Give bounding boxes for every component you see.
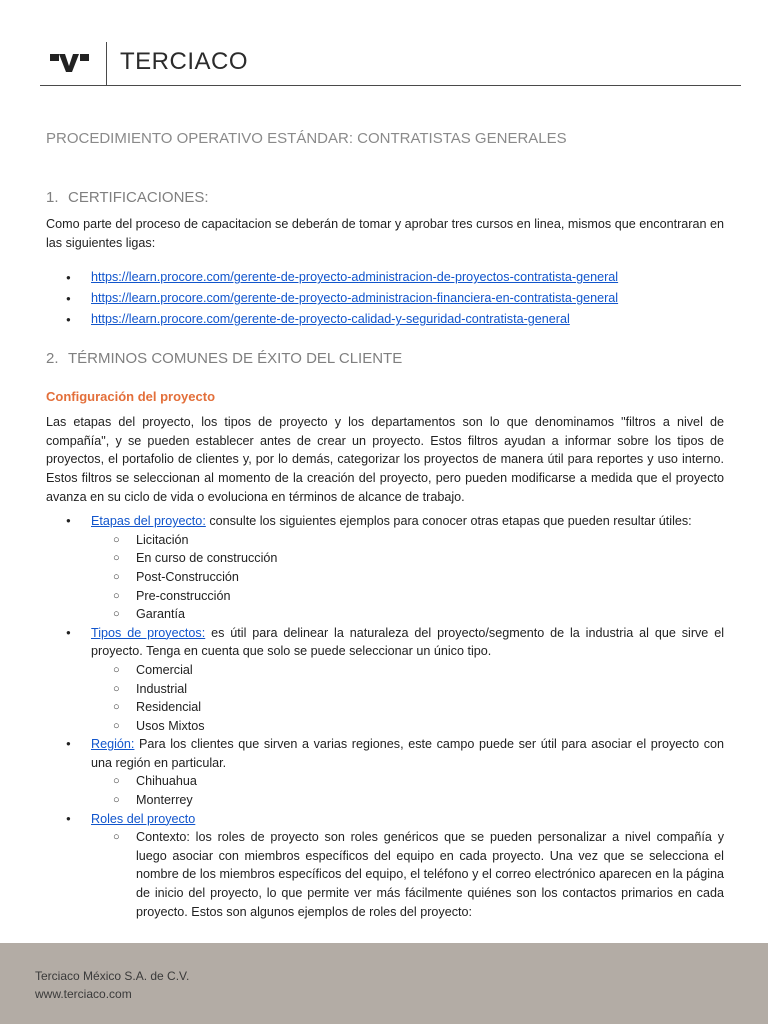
course-link-2[interactable]: https://learn.procore.com/gerente-de-proyecto-administracion-financiera-en-contratista-general bbox=[91, 291, 619, 306]
list-item: ○ Comercial bbox=[91, 661, 724, 680]
roles-sublist bbox=[91, 828, 724, 921]
tipos-sublist bbox=[91, 661, 724, 735]
section-number: 1. bbox=[46, 189, 59, 206]
term-roles bbox=[46, 810, 724, 922]
list-item bbox=[46, 267, 724, 288]
configuracion-paragraph: Las etapas del proyecto, los tipos de proyecto y los departamentos son lo que denominamos "filtros a nivel de compañía", y se pueden establecer antes de crear un proyecto. Estos filtros ayudan a informar sobre los tipos de proyectos, el portafolio de clientes y, por lo demás, categorizar los proyectos de manera útil para reportes y uso interno. Estos filtros se seleccionan al momento de la creación del proyecto, pero pueden modificarse a medida que el proyecto avanza en su ciclo de vida o evoluciona en términos de alcance de trabajo. bbox=[46, 415, 724, 504]
course-link-1[interactable]: https://learn.procore.com/gerente-de-proyecto-administracion-de-proyectos-contratista-general bbox=[91, 270, 619, 285]
list-item: ○ Industrial bbox=[91, 680, 724, 699]
list-item: ○ Contexto: los roles de proyecto son roles genéricos que se pueden personalizar a nivel compañía y luego asociar con miembros específicos del equipo en cada proyecto. Una vez que se selecciona el nombre de los miembros específicos del equipo, el teléfono y el correo electrónico aparecen en la página de inicio del proyecto, lo que permite ver más fácilmente quiénes son los contactos primarios en cada proyecto. Estos son algunos ejemplos de roles del proyecto: bbox=[91, 828, 724, 921]
document-title: PROCEDIMIENTO OPERATIVO ESTÁNDAR: CONTRATISTAS GENERALES bbox=[46, 130, 567, 147]
page-footer bbox=[0, 943, 768, 1024]
term-description: Para los clientes que sirven a varias regiones, este campo puede ser útil para asociar el proyecto con una región en particular. bbox=[91, 737, 724, 770]
region-link[interactable]: Región: bbox=[91, 737, 135, 752]
configuracion-subheading: Configuración del proyecto bbox=[46, 389, 216, 405]
region-sublist bbox=[91, 772, 724, 809]
section-certificaciones-heading bbox=[46, 189, 724, 206]
term-etapas bbox=[46, 512, 724, 624]
certificaciones-intro: Como parte del proceso de capacitacion se deberán de tomar y aprobar tres cursos en linea, mismos que encontraran en las siguientes ligas: bbox=[46, 217, 724, 250]
course-link-list bbox=[46, 267, 724, 330]
section-terminos-heading bbox=[46, 350, 724, 367]
list-item: ○ Monterrey bbox=[91, 791, 724, 810]
list-item bbox=[46, 309, 724, 330]
list-item: ○ Garantía bbox=[91, 605, 724, 624]
term-description: es útil para delinear la naturaleza del proyecto/segmento de la industria al que sirve el proyecto. Tenga en cuenta que solo se puede seleccionar un único tipo. bbox=[91, 625, 724, 659]
logo-divider bbox=[106, 42, 107, 86]
footer-website: www.terciaco.com bbox=[35, 987, 132, 1001]
term-region bbox=[46, 735, 724, 809]
document-body bbox=[46, 130, 724, 921]
list-item: ○ Chihuahua bbox=[91, 772, 724, 791]
list-item: ○ Usos Mixtos bbox=[91, 717, 724, 736]
terciaco-logo-icon bbox=[50, 52, 90, 74]
tipos-link[interactable]: Tipos de proyectos: bbox=[91, 625, 206, 640]
list-item: ○ Licitación bbox=[91, 531, 724, 550]
section-title: TÉRMINOS COMUNES DE ÉXITO DEL CLIENTE bbox=[68, 350, 403, 368]
terms-list bbox=[46, 512, 724, 921]
page-header bbox=[40, 38, 741, 86]
term-description: consulte los siguientes ejemplos para conocer otras etapas que pueden resultar útiles: bbox=[205, 514, 692, 529]
list-item: ○ Pre-construcción bbox=[91, 587, 724, 606]
list-item: ○ Residencial bbox=[91, 698, 724, 717]
term-tipos bbox=[46, 624, 724, 736]
etapas-link[interactable]: Etapas del proyecto: bbox=[91, 514, 206, 529]
course-link-3[interactable]: https://learn.procore.com/gerente-de-proyecto-calidad-y-seguridad-contratista-general bbox=[91, 312, 570, 327]
section-number: 2. bbox=[46, 350, 59, 368]
section-title: CERTIFICACIONES: bbox=[68, 189, 209, 206]
brand-name: TERCIACO bbox=[120, 48, 249, 75]
roles-link[interactable]: Roles del proyecto bbox=[91, 811, 196, 826]
list-item: ○ En curso de construcción bbox=[91, 549, 724, 568]
list-item: ○ Post-Construcción bbox=[91, 568, 724, 587]
list-item bbox=[46, 288, 724, 309]
etapas-sublist bbox=[91, 531, 724, 624]
footer-company: Terciaco México S.A. de C.V. bbox=[35, 969, 190, 983]
